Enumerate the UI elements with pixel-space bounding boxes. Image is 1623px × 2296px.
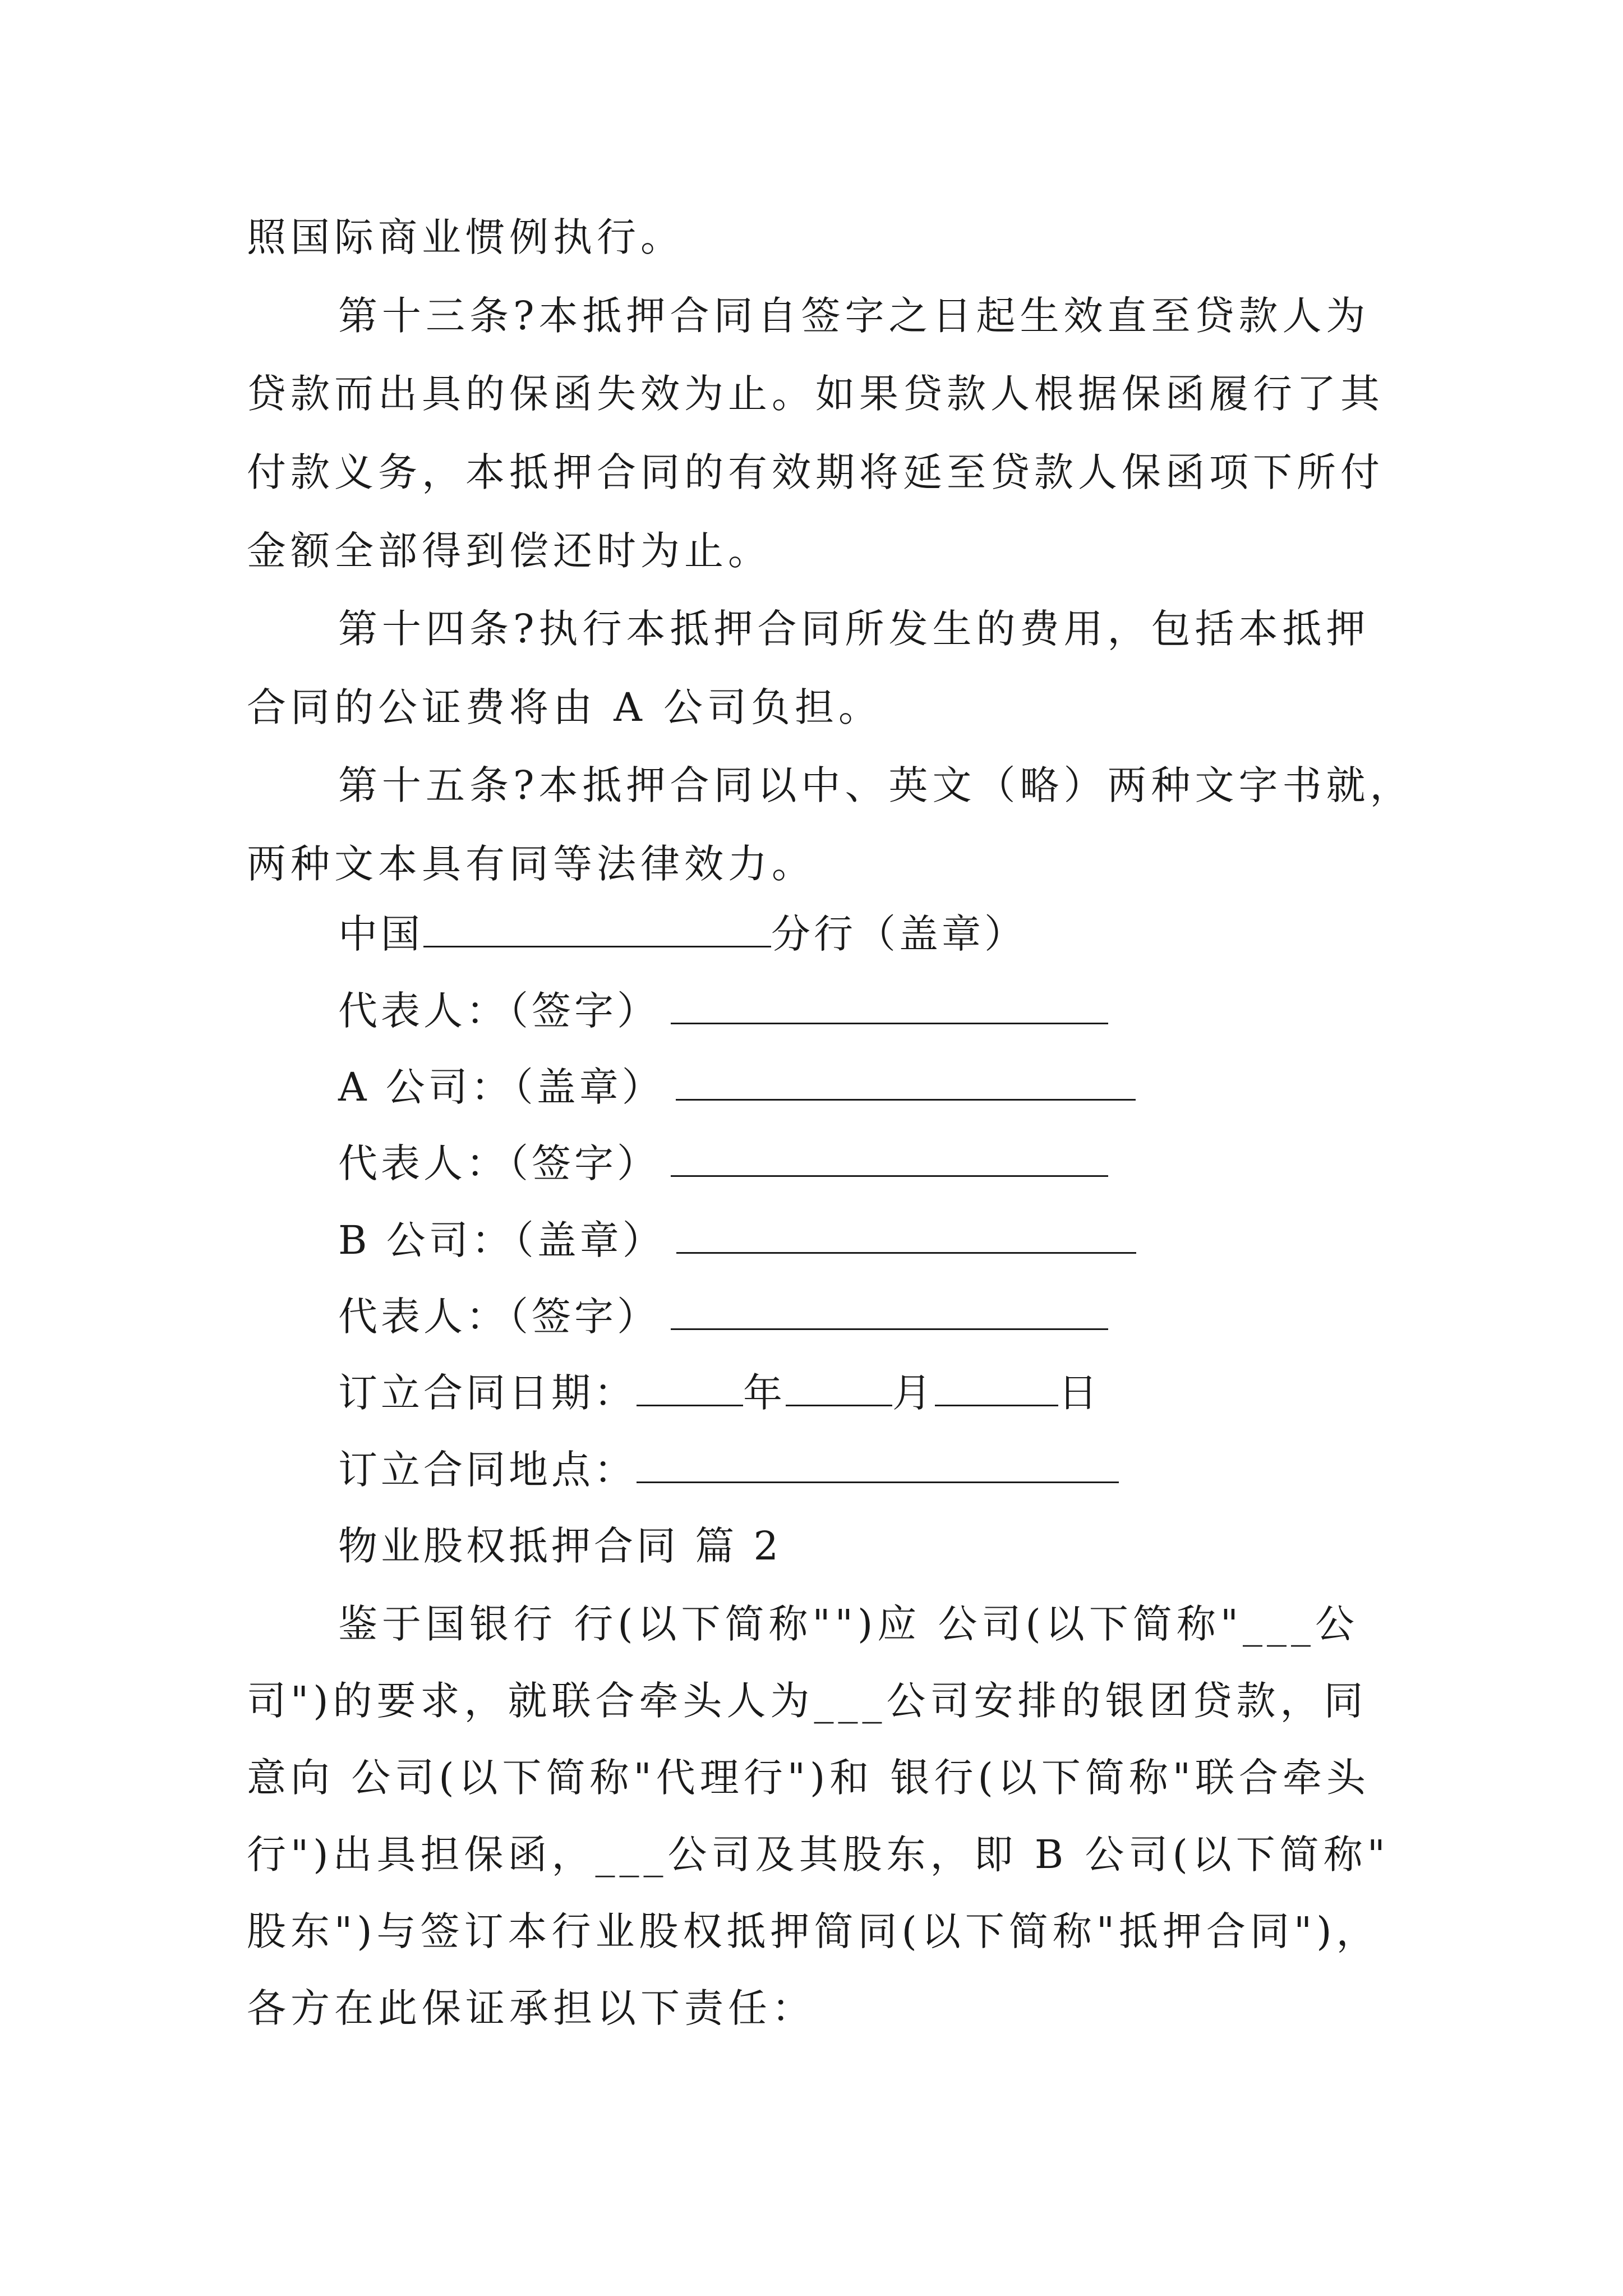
section-title: 物业股权抵押合同 篇 2 xyxy=(338,1523,782,1569)
paragraph-line: 金额全部得到偿还时为止。 xyxy=(247,528,772,574)
signature-blank xyxy=(671,989,1108,1024)
representative-label: 代表人：（签字） xyxy=(338,988,660,1034)
company-b-label: B 公司：（盖章） xyxy=(338,1217,665,1263)
paragraph-line: 照国际商业惯例执行。 xyxy=(247,214,684,260)
place-blank xyxy=(637,1448,1119,1483)
paragraph-line: 合同的公证费将由 A 公司负担。 xyxy=(247,684,883,730)
seal-blank xyxy=(676,1218,1136,1254)
representative-signature-line xyxy=(338,1291,1108,1342)
paragraph-line: 鉴于国银行 行(以下简称"")应 公司(以下简称"___公 xyxy=(338,1601,1359,1647)
year-blank xyxy=(637,1371,743,1406)
date-label: 订立合同日期： xyxy=(338,1370,637,1416)
representative-label: 代表人：（签字） xyxy=(338,1294,660,1340)
representative-label: 代表人：（签字） xyxy=(338,1140,660,1186)
contract-date-line xyxy=(338,1368,1101,1418)
seal-blank xyxy=(676,1065,1136,1101)
paragraph-line: 司")的要求，就联合牵头人为___公司安排的银团贷款，同 xyxy=(247,1678,1368,1724)
paragraph-line: 股东")与签订本行业股权抵押简同(以下简称"抵押合同")， xyxy=(247,1908,1380,1954)
bank-suffix: 分行（盖章） xyxy=(771,911,1027,957)
signature-blank xyxy=(671,1142,1108,1177)
paragraph-line: 付款义务，本抵押合同的有效期将延至贷款人保函项下所付 xyxy=(247,449,1384,495)
year-label: 年 xyxy=(743,1370,786,1416)
day-label: 日 xyxy=(1058,1370,1101,1416)
paragraph-line: 贷款而出具的保函失效为止。如果贷款人根据保函履行了其 xyxy=(247,371,1384,417)
company-a-label: A 公司：（盖章） xyxy=(338,1064,665,1110)
company-a-seal-line xyxy=(338,1062,1136,1112)
company-b-seal-line xyxy=(338,1215,1136,1266)
signature-blank xyxy=(671,1295,1108,1330)
bank-prefix: 中国 xyxy=(338,911,423,957)
contract-place-line xyxy=(338,1444,1119,1495)
day-blank xyxy=(935,1371,1058,1406)
month-blank xyxy=(786,1371,892,1406)
representative-signature-line xyxy=(338,986,1108,1036)
paragraph-line: 两种文本具有同等法律效力。 xyxy=(247,841,815,887)
paragraph-line: 各方在此保证承担以下责任： xyxy=(247,1985,815,2031)
paragraph-line: 第十五条?本抵押合同以中、英文（略）两种文字书就， xyxy=(338,762,1414,808)
paragraph-line: 第十四条?执行本抵押合同所发生的费用，包括本抵押 xyxy=(338,606,1370,652)
bank-name-blank xyxy=(423,912,771,947)
paragraph-line: 第十三条?本抵押合同自签字之日起生效直至贷款人为 xyxy=(338,293,1370,339)
place-label: 订立合同地点： xyxy=(338,1447,637,1493)
bank-seal-line xyxy=(338,909,1027,959)
paragraph-line: 意向 公司(以下简称"代理行")和 银行(以下简称"联合牵头 xyxy=(247,1755,1371,1801)
month-label: 月 xyxy=(892,1370,935,1416)
representative-signature-line xyxy=(338,1138,1108,1189)
paragraph-line: 行")出具担保函，___公司及其股东，即 B 公司(以下简称" xyxy=(247,1832,1390,1878)
